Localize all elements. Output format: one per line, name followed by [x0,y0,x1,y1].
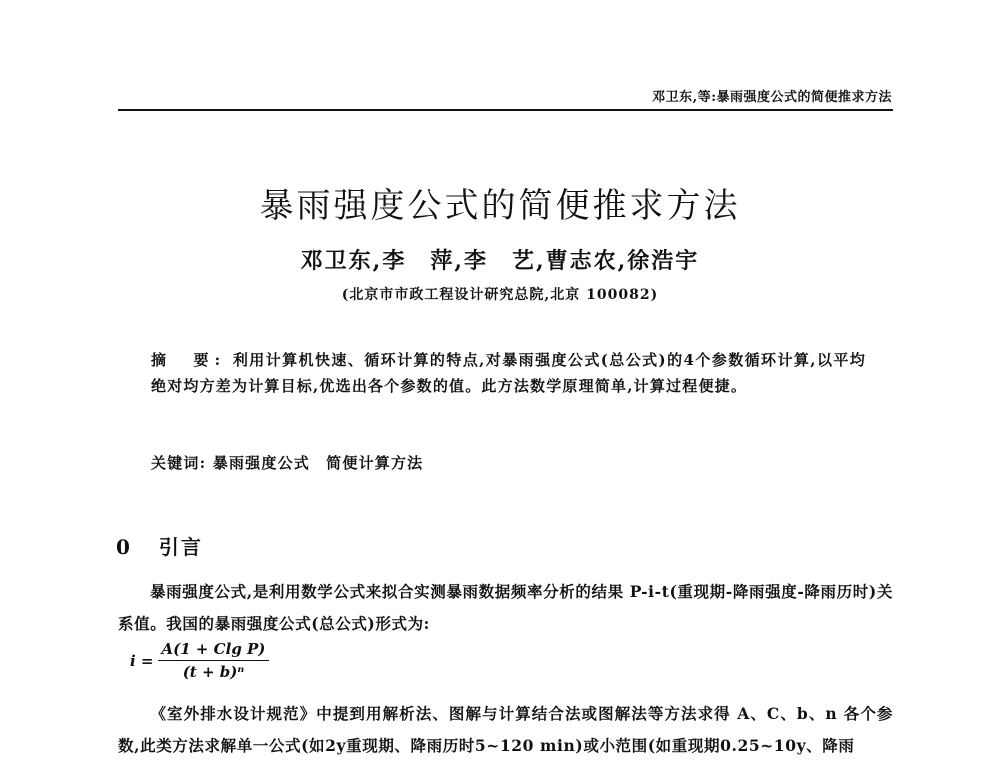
body-paragraph-2-text: 《室外排水设计规范》中提到用解析法、图解与计算结合法或图解法等方法求得 A、C、b、n 各个参数,此类方法求解单一公式(如2y重现期、降雨历时5~120 min)或小范围(如重现期0.25~10y、降雨 [118,704,893,755]
body-paragraph-2 [118,698,893,762]
section-number: 0 [116,535,132,559]
running-header: 邓卫东,等:暴雨强度公式的简便推求方法 [652,90,892,105]
formula-fraction [158,640,270,681]
keywords-block [151,452,866,473]
section-title: 引言 [158,535,203,559]
author-list: 邓卫东,李 萍,李 艺,曹志农,徐浩宇 [300,248,700,274]
keywords-text: 暴雨强度公式 简便计算方法 [212,454,424,472]
formula-lhs: i = [130,651,154,670]
abstract-text: 利用计算机快速、循环计算的特点,对暴雨强度公式(总公式)的4个参数循环计算,以平均绝对均方差为计算目标,优选出各个参数的值。此方法数学原理简单,计算过程便捷。 [151,351,866,395]
paper-title: 暴雨强度公式的简便推求方法 [259,186,741,226]
body-paragraph-1-text: 暴雨强度公式,是利用数学公式来拟合实测暴雨数据频率分析的结果 P-i-t(重现期-降雨强度-降雨历时)关系值。我国的暴雨强度公式(总公式)形式为: [118,582,893,633]
body-paragraph-1 [118,576,893,640]
abstract-label: 摘 要: [151,351,227,369]
affiliation: (北京市市政工程设计研究总院,北京 100082) [341,287,659,303]
keywords-label: 关键词: [151,454,207,472]
header-rule [118,109,893,111]
abstract-block [151,347,866,399]
formula-denominator: (t + b)ⁿ [182,663,245,681]
section-heading [116,531,203,560]
formula [130,640,269,681]
formula-numerator: A(1 + Clg P) [158,640,270,661]
